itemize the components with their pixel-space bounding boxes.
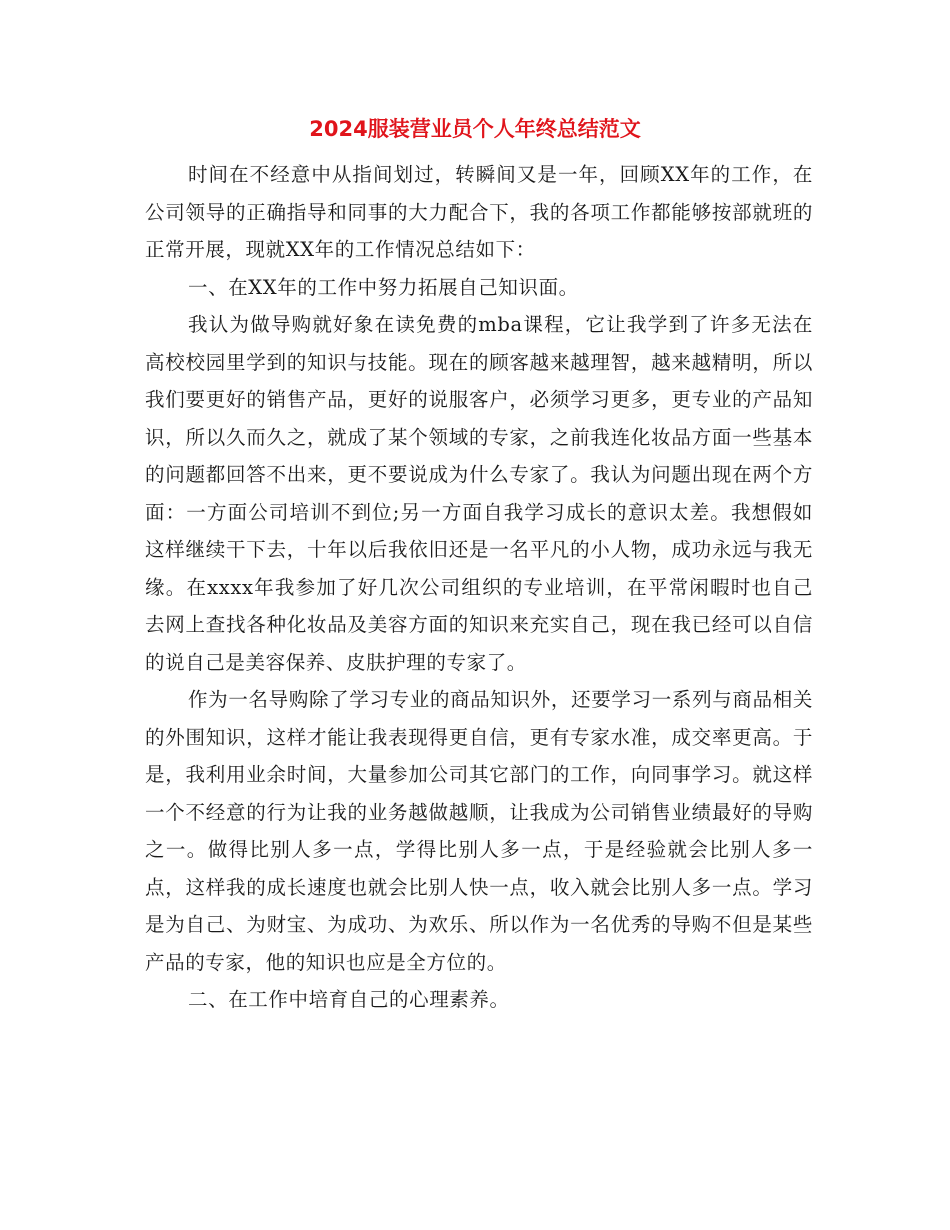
section-heading-1: 一、在XX年的工作中努力拓展自己知识面。 [188,275,579,299]
body-paragraph-2: 作为一名导购除了学习专业的商品知识外，还要学习一系列与商品相关的外围知识，这样才能让我表现得更自信，更有专家水准，成交率更高。于是，我利用业余时间，大量参加公司其它部门的工作，向同事学习。就这样一个不经意的行为让我的业务越做越顺，让我成为公司销售业绩最好的导购之一。做得比别人多一点，学得比别人多一点，于是经验就会比别人多一点，这样我的成长速度也就会比别人快一点，收入就会比别人多一点。学习是为自己、为财宝、为成功、为欢乐、所以作为一名优秀的导购不但是某些产品的专家，他的知识也应是全方位的。 [145,688,813,974]
document-title: 2024服装营业员个人年终总结范文 [309,117,641,141]
body-paragraph-1: 我认为做导购就好象在读免费的mba课程，它让我学到了许多无法在高校校园里学到的知识与技能。现在的顾客越来越理智，越来越精明，所以我们要更好的销售产品，更好的说服客户，必须学习更多，更专业的产品知识，所以久而久之，就成了某个领域的专家，之前我连化妆品方面一些基本的问题都回答不出来，更不要说成为什么专家了。我认为问题出现在两个方面：一方面公司培训不到位;另一方面自我学习成长的意识太差。我想假如这样继续干下去，十年以后我依旧还是一名平凡的小人物，成功永远与我无缘。在xxxx年我参加了好几次公司组织的专业培训，在平常闲暇时也自己去网上查找各种化妆品及美容方面的知识来充实自己，现在我已经可以自信的说自己是美容保养、皮肤护理的专家了。 [145,313,813,674]
document-body [145,156,813,1019]
intro-paragraph: 时间在不经意中从指间划过，转瞬间又是一年，回顾XX年的工作，在公司领导的正确指导和同事的大力配合下，我的各项工作都能够按部就班的正常开展，现就XX年的工作情况总结如下： [145,163,813,261]
section-heading-2: 二、在工作中培育自己的心理素养。 [188,988,510,1011]
